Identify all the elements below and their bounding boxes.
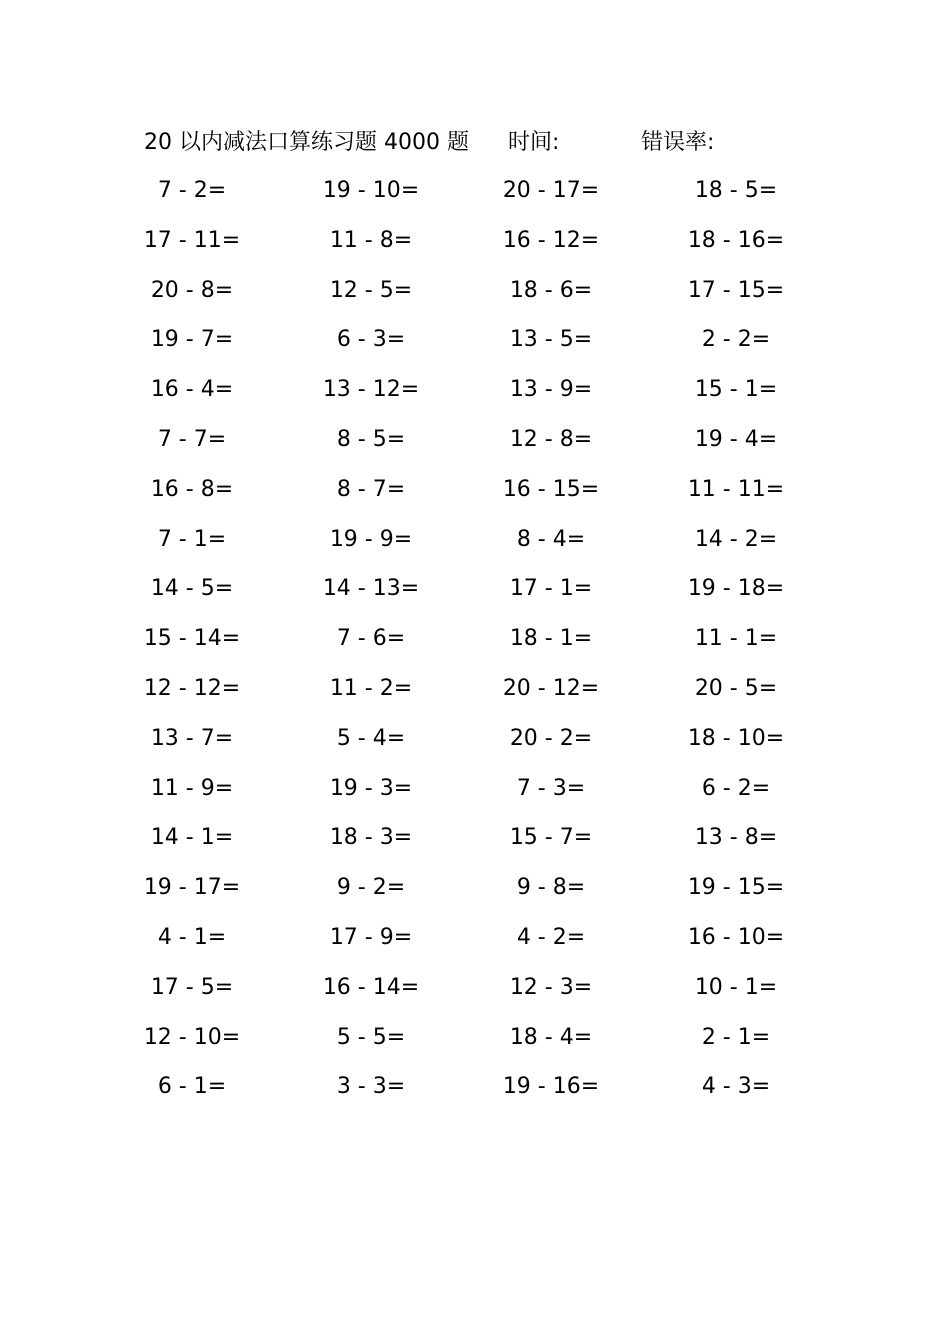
- problem-cell: 17 - 5=: [150, 974, 234, 1000]
- problem-cell: 13 - 5=: [509, 327, 593, 353]
- time-label: 时间:: [508, 130, 560, 155]
- problem-cell: 16 - 14=: [322, 974, 420, 1000]
- problem-cell: 15 - 14=: [143, 626, 241, 652]
- problem-cell: 18 - 16=: [687, 227, 785, 253]
- problem-cell: 9 - 8=: [516, 875, 586, 901]
- problem-row: [0, 323, 950, 373]
- problem-cell: 16 - 12=: [502, 227, 600, 253]
- problem-cell: 15 - 1=: [694, 377, 778, 403]
- problem-cell: 17 - 11=: [143, 227, 241, 253]
- problem-cell: 19 - 9=: [329, 526, 413, 552]
- problem-cell: 12 - 5=: [329, 277, 413, 303]
- problem-cell: 18 - 6=: [509, 277, 593, 303]
- problem-row: [0, 971, 950, 1021]
- problem-cell: 19 - 17=: [143, 875, 241, 901]
- problem-row: [0, 1021, 950, 1071]
- problem-cell: 14 - 13=: [322, 576, 420, 602]
- problem-cell: 14 - 1=: [150, 825, 234, 851]
- problem-row: [0, 572, 950, 622]
- problem-cell: 12 - 10=: [143, 1024, 241, 1050]
- problem-row: [0, 672, 950, 722]
- problem-row: [0, 373, 950, 423]
- problem-cell: 13 - 12=: [322, 377, 420, 403]
- problem-cell: 10 - 1=: [694, 974, 778, 1000]
- problem-cell: 4 - 2=: [516, 924, 586, 950]
- problem-cell: 11 - 2=: [329, 675, 413, 701]
- problem-row: [0, 821, 950, 871]
- problem-cell: 7 - 2=: [157, 178, 227, 203]
- problem-cell: 9 - 2=: [336, 875, 406, 901]
- problem-cell: 18 - 5=: [694, 178, 778, 203]
- problem-row: [0, 871, 950, 921]
- problem-cell: 11 - 9=: [150, 775, 234, 801]
- problem-cell: 11 - 11=: [687, 476, 785, 502]
- problem-cell: 13 - 7=: [150, 725, 234, 751]
- problem-cell: 6 - 3=: [336, 327, 406, 353]
- problem-cell: 14 - 2=: [694, 526, 778, 552]
- problem-cell: 20 - 5=: [694, 675, 778, 701]
- problem-cell: 12 - 8=: [509, 426, 593, 452]
- problem-row: [0, 423, 950, 473]
- problem-row: [0, 1070, 950, 1120]
- problem-cell: 3 - 3=: [336, 1074, 406, 1100]
- problem-cell: 5 - 4=: [336, 725, 406, 751]
- problem-cell: 18 - 1=: [509, 626, 593, 652]
- problem-cell: 20 - 17=: [502, 178, 600, 203]
- problem-row: [0, 921, 950, 971]
- problem-row: [0, 174, 950, 224]
- problem-row: [0, 722, 950, 772]
- problem-cell: 4 - 1=: [157, 924, 227, 950]
- worksheet-header: [0, 126, 950, 160]
- problem-row: [0, 523, 950, 573]
- problem-row: [0, 473, 950, 523]
- problem-cell: 12 - 3=: [509, 974, 593, 1000]
- problem-cell: 14 - 5=: [150, 576, 234, 602]
- problem-cell: 6 - 2=: [701, 775, 771, 801]
- worksheet-title: 20 以内减法口算练习题 4000 题: [144, 130, 469, 155]
- problem-row: [0, 224, 950, 274]
- problem-row: [0, 622, 950, 672]
- problem-cell: 19 - 15=: [687, 875, 785, 901]
- problem-cell: 20 - 2=: [509, 725, 593, 751]
- problem-cell: 19 - 4=: [694, 426, 778, 452]
- problem-cell: 13 - 8=: [694, 825, 778, 851]
- error-rate-label: 错误率:: [641, 130, 715, 155]
- problem-cell: 17 - 15=: [687, 277, 785, 303]
- problem-cell: 16 - 4=: [150, 377, 234, 403]
- problem-cell: 18 - 10=: [687, 725, 785, 751]
- problem-grid: [0, 174, 950, 1120]
- problem-cell: 6 - 1=: [157, 1074, 227, 1100]
- problem-cell: 19 - 16=: [502, 1074, 600, 1100]
- problem-cell: 11 - 8=: [329, 227, 413, 253]
- problem-row: [0, 274, 950, 324]
- problem-cell: 16 - 15=: [502, 476, 600, 502]
- problem-cell: 7 - 7=: [157, 426, 227, 452]
- problem-row: [0, 772, 950, 822]
- problem-cell: 2 - 2=: [701, 327, 771, 353]
- problem-cell: 19 - 3=: [329, 775, 413, 801]
- problem-cell: 8 - 4=: [516, 526, 586, 552]
- problem-cell: 4 - 3=: [701, 1074, 771, 1100]
- problem-cell: 7 - 1=: [157, 526, 227, 552]
- problem-cell: 19 - 18=: [687, 576, 785, 602]
- problem-cell: 17 - 1=: [509, 576, 593, 602]
- problem-cell: 15 - 7=: [509, 825, 593, 851]
- problem-cell: 2 - 1=: [701, 1024, 771, 1050]
- problem-cell: 12 - 12=: [143, 675, 241, 701]
- problem-cell: 17 - 9=: [329, 924, 413, 950]
- problem-cell: 18 - 3=: [329, 825, 413, 851]
- problem-cell: 18 - 4=: [509, 1024, 593, 1050]
- problem-cell: 5 - 5=: [336, 1024, 406, 1050]
- problem-cell: 20 - 12=: [502, 675, 600, 701]
- problem-cell: 8 - 5=: [336, 426, 406, 452]
- problem-cell: 7 - 6=: [336, 626, 406, 652]
- problem-cell: 11 - 1=: [694, 626, 778, 652]
- problem-cell: 19 - 10=: [322, 178, 420, 203]
- problem-cell: 20 - 8=: [150, 277, 234, 303]
- problem-cell: 16 - 8=: [150, 476, 234, 502]
- problem-cell: 16 - 10=: [687, 924, 785, 950]
- problem-cell: 19 - 7=: [150, 327, 234, 353]
- problem-cell: 8 - 7=: [336, 476, 406, 502]
- problem-cell: 7 - 3=: [516, 775, 586, 801]
- problem-cell: 13 - 9=: [509, 377, 593, 403]
